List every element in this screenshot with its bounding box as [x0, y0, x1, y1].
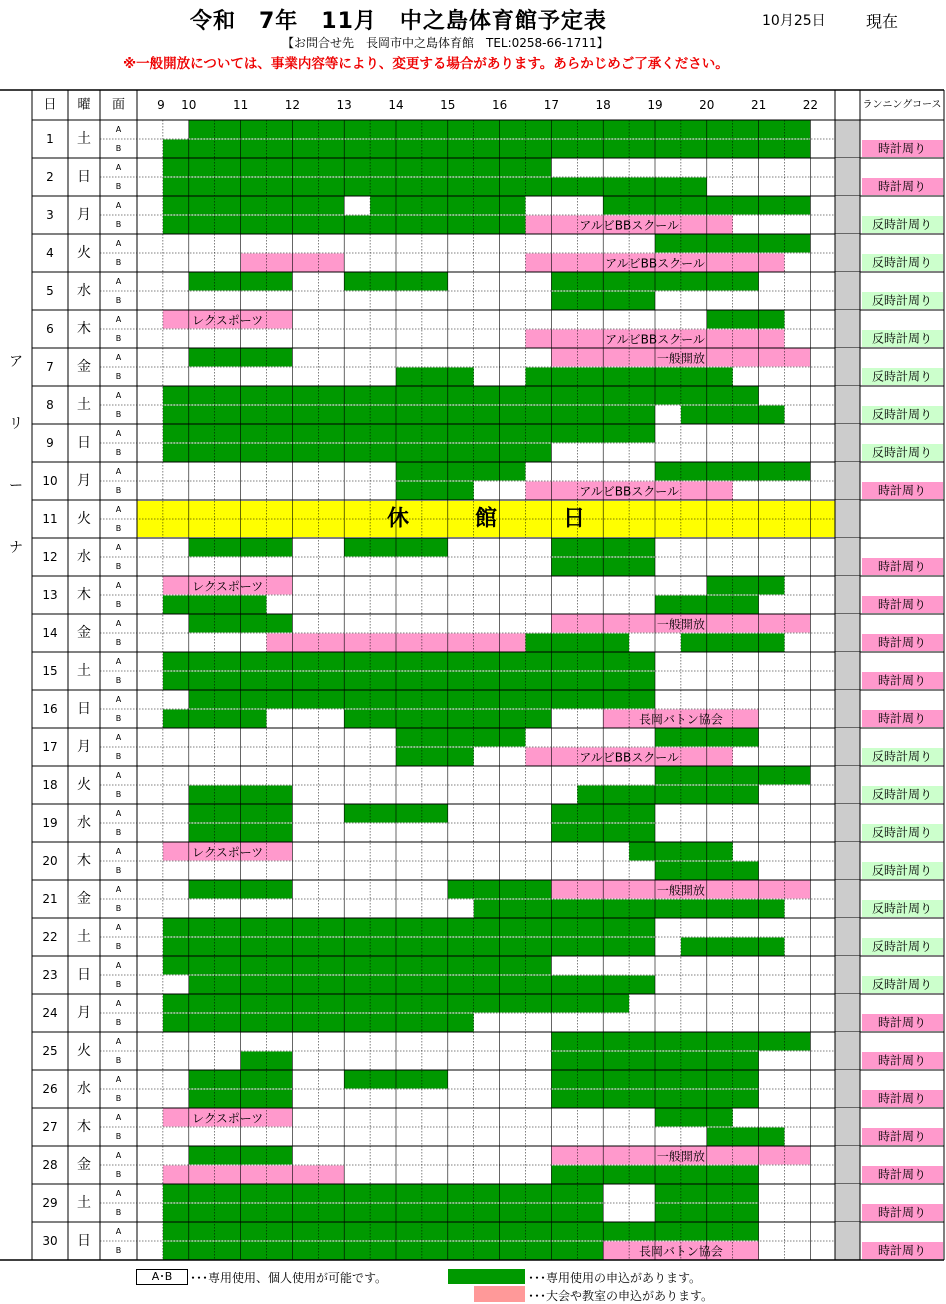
running-course-label: 時計周り: [877, 597, 927, 612]
court-a-label: A: [115, 581, 122, 590]
after-hours-cell: [835, 386, 860, 424]
running-course-label: 反時計周り: [871, 217, 933, 232]
weekday-label: 日: [77, 701, 91, 717]
court-b-label: B: [115, 144, 122, 153]
running-course-label: 反時計周り: [871, 445, 933, 460]
hour-label: 11: [232, 98, 249, 112]
exclusive-use-bar: [163, 938, 655, 956]
event-label: アルビBBスクール: [579, 484, 679, 499]
now-label: 現在: [866, 12, 899, 31]
after-hours-cell: [835, 918, 860, 956]
weekday-label: 日: [77, 967, 91, 983]
legend-event-text: ･･･大会や教室の申込があります。: [528, 1289, 714, 1303]
col-header-weekday: 曜: [77, 97, 91, 113]
day-number: 7: [46, 360, 54, 374]
exclusive-use-bar: [707, 1128, 785, 1146]
after-hours-cell: [835, 1146, 860, 1184]
hour-label: 12: [284, 98, 301, 112]
after-hours-cell: [835, 994, 860, 1032]
court-b-label: B: [115, 182, 122, 191]
exclusive-use-bar: [163, 1014, 474, 1032]
hour-label: 10: [181, 98, 197, 112]
event-label: 一般開放: [656, 883, 705, 898]
court-a-label: A: [115, 961, 122, 970]
court-b-label: B: [115, 904, 122, 913]
court-b-label: B: [115, 410, 122, 419]
court-a-label: A: [115, 315, 122, 324]
court-a-label: A: [115, 391, 122, 400]
weekday-label: 木: [77, 587, 91, 603]
court-b-label: B: [115, 486, 122, 495]
venue-label-char: ナ: [9, 540, 23, 556]
court-b-label: B: [115, 1018, 122, 1027]
running-course-label: 時計周り: [877, 559, 927, 574]
court-b-label: B: [115, 828, 122, 837]
hour-label: 21: [750, 98, 767, 112]
event-label: レクスポーツ: [192, 845, 264, 860]
exclusive-use-bar: [163, 197, 344, 215]
exclusive-use-bar: [655, 1109, 733, 1127]
exclusive-use-bar: [707, 311, 785, 329]
court-b-label: B: [115, 980, 122, 989]
running-course-label: 時計周り: [877, 1091, 927, 1106]
day-number: 22: [42, 930, 58, 944]
exclusive-use-bar: [163, 444, 552, 462]
day-number: 28: [42, 1158, 58, 1172]
exclusive-use-bar: [163, 919, 655, 937]
event-label: アルビBBスクール: [579, 750, 679, 765]
day-number: 12: [42, 550, 58, 564]
running-course-label: 反時計周り: [871, 901, 933, 916]
weekday-label: 木: [77, 321, 91, 337]
event-label: 長岡バトン協会: [639, 712, 723, 727]
weekday-label: 水: [77, 549, 91, 565]
court-a-label: A: [115, 657, 122, 666]
court-a-label: A: [115, 505, 122, 514]
day-number: 5: [46, 284, 54, 298]
after-hours-cell: [835, 272, 860, 310]
after-hours-cell: [835, 956, 860, 994]
running-course-label: 時計周り: [877, 711, 927, 726]
court-b-label: B: [115, 562, 122, 571]
weekday-label: 月: [77, 207, 91, 223]
day-number: 13: [42, 588, 58, 602]
weekday-label: 金: [77, 891, 91, 907]
court-a-label: A: [115, 999, 122, 1008]
court-b-label: B: [115, 448, 122, 457]
court-b-label: B: [115, 1132, 122, 1141]
weekday-label: 火: [77, 1043, 91, 1059]
court-b-label: B: [115, 676, 122, 685]
court-b-label: B: [115, 524, 122, 533]
after-hours-cell: [835, 310, 860, 348]
weekday-label: 金: [77, 625, 91, 641]
running-course-label: 反時計周り: [871, 939, 933, 954]
after-hours-cell: [835, 1108, 860, 1146]
day-number: 11: [42, 512, 58, 526]
court-a-label: A: [115, 1189, 122, 1198]
weekday-label: 日: [77, 435, 91, 451]
event-label: 一般開放: [656, 351, 705, 366]
weekday-label: 月: [77, 1005, 91, 1021]
after-hours-cell: [835, 1032, 860, 1070]
hour-label: 16: [491, 98, 508, 112]
exclusive-use-bar: [163, 1242, 603, 1260]
day-number: 16: [42, 702, 58, 716]
court-b-label: B: [115, 1246, 122, 1255]
event-label: アルビBBスクール: [605, 256, 705, 271]
exclusive-use-bar: [163, 1223, 759, 1241]
exclusive-use-bar: [163, 1185, 603, 1203]
court-a-label: A: [115, 733, 122, 742]
hour-label: 15: [440, 98, 456, 112]
court-a-label: A: [115, 277, 122, 286]
weekday-label: 土: [77, 1195, 91, 1211]
weekday-label: 火: [77, 777, 91, 793]
after-hours-cell: [835, 614, 860, 652]
running-course-label: 時計周り: [877, 1205, 927, 1220]
after-hours-cell: [835, 234, 860, 272]
court-a-label: A: [115, 353, 122, 362]
weekday-label: 日: [77, 169, 91, 185]
day-number: 23: [42, 968, 58, 982]
day-number: 18: [42, 778, 58, 792]
venue-label-char: ア: [9, 354, 23, 370]
day-number: 26: [42, 1082, 58, 1096]
day-number: 25: [42, 1044, 58, 1058]
exclusive-use-bar: [163, 425, 655, 443]
running-course-label: 反時計周り: [871, 293, 933, 308]
day-number: 6: [46, 322, 54, 336]
running-course-label: 反時計周り: [871, 749, 933, 764]
exclusive-use-bar: [163, 1204, 603, 1222]
exclusive-use-bar: [629, 843, 733, 861]
day-number: 15: [42, 664, 58, 678]
court-a-label: A: [115, 125, 122, 134]
legend-exclusive-text: ･･･専用使用の申込があります。: [528, 1271, 702, 1285]
running-course-label: 反時計周り: [871, 863, 933, 878]
court-a-label: A: [115, 429, 122, 438]
after-hours-cell: [835, 728, 860, 766]
court-b-label: B: [115, 790, 122, 799]
venue-label-char: ー: [9, 478, 23, 494]
after-hours-cell: [835, 348, 860, 386]
running-course-label: 時計周り: [877, 1015, 927, 1030]
court-a-label: A: [115, 1075, 122, 1084]
hour-label: 18: [595, 98, 611, 112]
exclusive-use-bar: [396, 748, 474, 766]
running-course-label: 反時計周り: [871, 825, 933, 840]
after-hours-cell: [835, 1070, 860, 1108]
after-hours-cell: [835, 424, 860, 462]
update-date: 10月25日: [762, 13, 826, 29]
after-hours-cell: [835, 196, 860, 234]
hour-label: 9: [157, 98, 165, 112]
exclusive-use-bar: [163, 140, 811, 158]
contact-info: 【お問合せ先 長岡市中之島体育館 TEL:0258-66-1711】: [282, 36, 609, 50]
court-a-label: A: [115, 885, 122, 894]
day-number: 2: [46, 170, 54, 184]
weekday-label: 金: [77, 1157, 91, 1173]
after-hours-cell: [835, 842, 860, 880]
running-course-label: 反時計周り: [871, 977, 933, 992]
running-course-label: 時計周り: [877, 483, 927, 498]
page-title: 令和 7年 11月 中之島体育館予定表: [190, 9, 607, 34]
weekday-label: 月: [77, 473, 91, 489]
court-b-label: B: [115, 942, 122, 951]
day-number: 9: [46, 436, 54, 450]
event-bar: [163, 1166, 344, 1184]
court-a-label: A: [115, 695, 122, 704]
exclusive-use-bar: [163, 387, 759, 405]
running-course-label: 反時計周り: [871, 331, 933, 346]
weekday-label: 火: [77, 245, 91, 261]
notice-text: ※一般開放については、事業内容等により、変更する場合があります。あらかじめご了承ください。: [123, 56, 729, 72]
after-hours-cell: [835, 652, 860, 690]
after-hours-cell: [835, 1184, 860, 1222]
day-number: 29: [42, 1196, 58, 1210]
running-course-label: 反時計周り: [871, 407, 933, 422]
event-label: レクスポーツ: [192, 1111, 264, 1126]
running-course-label: 時計周り: [877, 1053, 927, 1068]
weekday-label: 土: [77, 929, 91, 945]
court-a-label: A: [115, 809, 122, 818]
hour-label: 17: [543, 98, 560, 112]
day-number: 4: [46, 246, 54, 260]
exclusive-use-bar: [396, 463, 526, 481]
day-number: 30: [42, 1234, 58, 1248]
court-b-label: B: [115, 714, 122, 723]
court-a-label: A: [115, 771, 122, 780]
court-a-label: A: [115, 543, 122, 552]
legend-open-box: A･B: [136, 1269, 188, 1285]
court-a-label: A: [115, 1151, 122, 1160]
hour-label: 22: [802, 98, 819, 112]
court-a-label: A: [115, 923, 122, 932]
exclusive-use-bar: [577, 786, 758, 804]
legend-open-text: ･･･専用使用、個人使用が可能です。: [190, 1271, 388, 1285]
weekday-label: 土: [77, 397, 91, 413]
weekday-label: 土: [77, 663, 91, 679]
court-a-label: A: [115, 847, 122, 856]
event-label: レクスポーツ: [192, 313, 264, 328]
after-hours-cell: [835, 880, 860, 918]
hour-label: 19: [647, 98, 663, 112]
court-b-label: B: [115, 752, 122, 761]
day-number: 24: [42, 1006, 58, 1020]
court-b-label: B: [115, 1094, 122, 1103]
exclusive-use-bar: [396, 482, 474, 500]
day-number: 19: [42, 816, 58, 830]
weekday-label: 水: [77, 283, 91, 299]
after-hours-cell: [835, 158, 860, 196]
after-hours-cell: [835, 538, 860, 576]
hour-label: 13: [336, 98, 352, 112]
event-label: アルビBBスクール: [605, 332, 705, 347]
court-a-label: A: [115, 201, 122, 210]
event-label: 長岡バトン協会: [639, 1244, 723, 1259]
court-b-label: B: [115, 296, 122, 305]
exclusive-use-bar: [396, 729, 526, 747]
running-course-label: 時計周り: [877, 1243, 927, 1258]
day-number: 14: [42, 626, 58, 640]
after-hours-cell: [835, 576, 860, 614]
event-label: 一般開放: [656, 617, 705, 632]
hour-label: 14: [388, 98, 404, 112]
running-course-label: 反時計周り: [871, 787, 933, 802]
exclusive-use-bar: [163, 178, 707, 196]
after-hours-cell: [835, 500, 860, 538]
day-number: 8: [46, 398, 54, 412]
after-hours-cell: [835, 120, 860, 158]
event-label: レクスポーツ: [192, 579, 264, 594]
weekday-label: 日: [77, 1233, 91, 1249]
running-course-label: 時計周り: [877, 673, 927, 688]
venue-label-char: リ: [9, 416, 23, 432]
after-hours-cell: [835, 766, 860, 804]
court-b-label: B: [115, 1170, 122, 1179]
running-course-label: 時計周り: [877, 635, 927, 650]
running-course-label: 時計周り: [877, 179, 927, 194]
weekday-label: 金: [77, 359, 91, 375]
exclusive-use-bar: [474, 900, 785, 918]
after-hours-cell: [835, 804, 860, 842]
weekday-label: 水: [77, 1081, 91, 1097]
day-number: 20: [42, 854, 58, 868]
event-label: 一般開放: [656, 1149, 705, 1164]
court-b-label: B: [115, 1056, 122, 1065]
exclusive-use-bar: [163, 957, 552, 975]
legend-event-swatch: [474, 1286, 525, 1302]
after-hours-cell: [835, 462, 860, 500]
running-course-label: 時計周り: [877, 1167, 927, 1182]
exclusive-use-bar: [163, 406, 655, 424]
running-course-label: 時計周り: [877, 141, 927, 156]
weekday-label: 月: [77, 739, 91, 755]
court-b-label: B: [115, 372, 122, 381]
day-number: 21: [42, 892, 58, 906]
exclusive-use-bar: [163, 159, 552, 177]
after-hours-cell: [835, 1222, 860, 1260]
court-a-label: A: [115, 1037, 122, 1046]
court-b-label: B: [115, 1208, 122, 1217]
weekday-label: 土: [77, 131, 91, 147]
day-number: 27: [42, 1120, 58, 1134]
running-course-label: 反時計周り: [871, 369, 933, 384]
court-a-label: A: [115, 163, 122, 172]
col-header-day: 日: [43, 97, 57, 113]
day-number: 3: [46, 208, 54, 222]
day-number: 10: [42, 474, 58, 488]
event-label: アルビBBスクール: [579, 218, 679, 233]
col-header-court: 面: [111, 97, 126, 113]
court-b-label: B: [115, 866, 122, 875]
court-a-label: A: [115, 467, 122, 476]
after-hours-cell: [835, 690, 860, 728]
court-b-label: B: [115, 334, 122, 343]
day-number: 17: [42, 740, 58, 754]
court-b-label: B: [115, 220, 122, 229]
court-b-label: B: [115, 600, 122, 609]
exclusive-use-bar: [163, 672, 655, 690]
court-a-label: A: [115, 1227, 122, 1236]
running-course-label: 時計周り: [877, 1129, 927, 1144]
col-header-running: ランニングコース: [862, 99, 942, 111]
weekday-label: 木: [77, 853, 91, 869]
running-course-label: 反時計周り: [871, 255, 933, 270]
court-b-label: B: [115, 258, 122, 267]
day-number: 1: [46, 132, 54, 146]
exclusive-use-bar: [396, 368, 474, 386]
weekday-label: 木: [77, 1119, 91, 1135]
exclusive-use-bar: [163, 653, 655, 671]
court-a-label: A: [115, 239, 122, 248]
court-a-label: A: [115, 619, 122, 628]
legend-exclusive-swatch: [448, 1269, 525, 1284]
closed-label: 休 館 日: [386, 506, 586, 532]
court-b-label: B: [115, 638, 122, 647]
court-a-label: A: [115, 1113, 122, 1122]
exclusive-use-bar: [707, 577, 785, 595]
hour-label: 20: [699, 98, 715, 112]
weekday-label: 水: [77, 815, 91, 831]
weekday-label: 火: [77, 511, 91, 527]
